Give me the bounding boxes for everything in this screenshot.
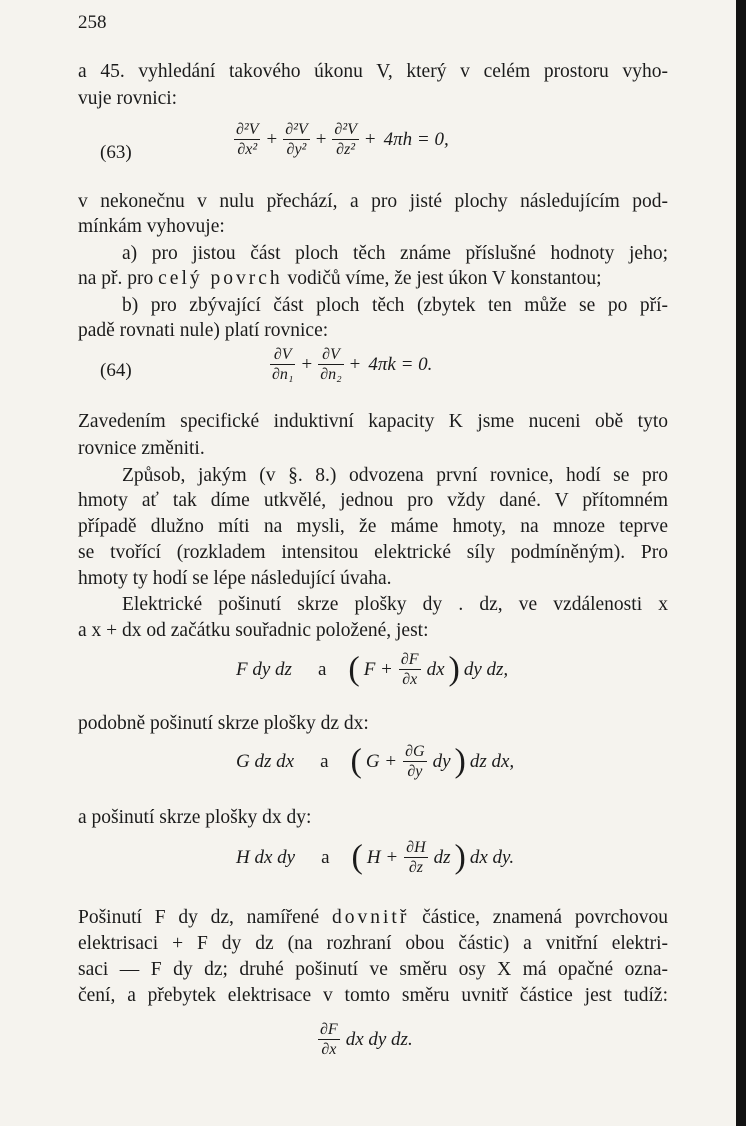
text-line: případě dlužno míti na mysli, že máme hmoty, na mnoze teprve <box>78 516 668 537</box>
fraction: $\frac{\partial G}{\partial y}$ <box>405 743 425 780</box>
fraction: $\frac{\partial V}{\text{∂n₂}}$ <box>320 346 342 383</box>
fraction: $\frac{\partial F}{\partial x}$ <box>400 651 419 688</box>
fraction: $\frac{\partial V}{\text{∂n₁}}$ <box>272 346 294 383</box>
equation-last: $\frac{\partial F}{\partial x}$ dx dy dz. <box>320 1021 413 1058</box>
fraction: $\frac{\partial H}{\partial z}$ <box>406 839 426 876</box>
text-line: Pošinutí F dy dz, namířené dovnitř částice, znamená povrchovou <box>78 907 669 928</box>
fraction: $\frac{\text{∂²V}}{\text{∂x²}}$ <box>236 121 259 158</box>
spaced-emphasis: celý povrch <box>158 268 283 289</box>
text-line: a 45. vyhledání takového úkonu V, který v celém prostoru vyho- <box>78 61 668 82</box>
text-line: a) pro jistou část ploch těch známe příslušné hodnoty jeho; <box>122 243 668 264</box>
fraction: $\frac{\text{∂²V}}{\text{∂z²}}$ <box>334 121 357 158</box>
equation-label-63: (63) <box>100 142 132 163</box>
text-line: Elektrické pošinutí skrze plošky dy . dz, ve vzdálenosti x <box>122 594 668 615</box>
text-line: a pošinutí skrze plošky dx dy: <box>78 807 312 828</box>
equation-63: $\frac{\text{∂²V}}{\text{∂x²}}$ + $\frac{\text{∂²V}}{\text{∂y²}}$ + $\frac{\text{∂²V}}{\text{∂z²}}$ + 4πh = 0, <box>236 121 449 158</box>
text-line: na př. pro celý povrch vodičů víme, že jest úkon V konstantou; <box>78 268 602 289</box>
text-line: elektrisaci + F dy dz (na rozhraní obou částic) a vnitřní elektri- <box>78 933 668 954</box>
text-line: saci — F dy dz; druhé pošinutí ve směru osy X má opačné ozna- <box>78 959 668 980</box>
text-line: hmoty ať tak díme utkvělé, jednou pro vždy dané. V přítomném <box>78 490 668 511</box>
text-line: b) pro zbývající část ploch těch (zbytek ten může se po pří- <box>122 295 668 316</box>
equation-f: F dy dz a ( F + $\frac{\partial F}{\partial x}$ dx ) dy dz, <box>236 650 509 688</box>
fraction: $\frac{\text{∂²V}}{\text{∂y²}}$ <box>285 121 308 158</box>
text-line: se tvořící (rozkladem intensitou elektrické síly podmíněným). Pro <box>78 542 668 563</box>
text-line: hmoty ty hodí se lépe následující úvaha. <box>78 568 392 589</box>
text-line: Způsob, jakým (v §. 8.) odvozena první rovnice, hodí se pro <box>122 465 668 486</box>
text-line: v nekonečnu v nulu přechází, a pro jisté plochy následujícím pod- <box>78 191 668 212</box>
equation-g: G dz dx a ( G + $\frac{\partial G}{\partial y}$ dy ) dz dx, <box>236 742 515 780</box>
text-line: čení, a přebytek elektrisace v tomto směru uvnitř částice jest tudíž: <box>78 985 668 1006</box>
text-line: podobně pošinutí skrze plošky dz dx: <box>78 713 369 734</box>
equation-label-64: (64) <box>100 360 132 381</box>
equation-64: $\frac{\partial V}{\text{∂n₁}}$ + $\frac{\partial V}{\text{∂n₂}}$ + 4πk = 0. <box>272 346 433 383</box>
equation-h: H dx dy a ( H + $\frac{\partial H}{\partial z}$ dz ) dx dy. <box>236 838 515 876</box>
text-line: vuje rovnici: <box>78 88 178 109</box>
text-line: Zavedením specifické induktivní kapacity K jsme nuceni obě tyto <box>78 411 668 432</box>
text-line: rovnice změniti. <box>78 438 205 459</box>
text-line: a x + dx od začátku souřadnic položené, jest: <box>78 620 429 641</box>
text-line: mínkám vyhovuje: <box>78 216 225 237</box>
text-line: padě rovnati nule) platí rovnice: <box>78 320 329 341</box>
page-number: 258 <box>78 12 107 33</box>
scan-edge-shadow <box>736 0 746 1126</box>
spaced-emphasis: dovnitř <box>331 907 410 928</box>
fraction: $\frac{\partial F}{\partial x}$ <box>320 1021 338 1058</box>
